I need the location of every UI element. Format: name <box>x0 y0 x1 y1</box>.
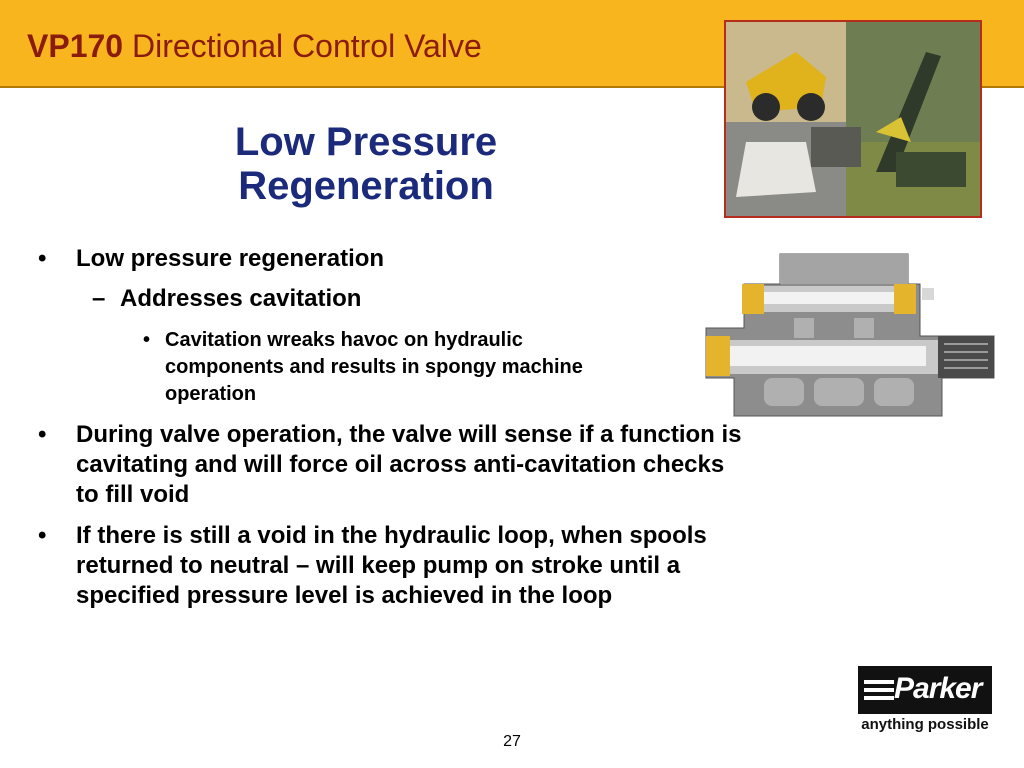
logo-background <box>858 666 992 714</box>
slide-title <box>160 120 572 208</box>
bullet-marker: • <box>143 329 151 351</box>
page-number: 27 <box>503 733 521 750</box>
valve-cross-section-diagram <box>694 248 1000 422</box>
bullet-marker: • <box>38 421 47 448</box>
header-title <box>27 28 482 65</box>
bullet-text: Cavitation wreaks havoc on hydraulic components and results in spongy machine operation <box>165 329 583 405</box>
bullet-marker: • <box>38 245 47 272</box>
bullet-marker: • <box>38 522 47 549</box>
logo-tagline: anything possible <box>861 716 989 733</box>
bullet-marker: – <box>92 285 106 312</box>
bullet-3 <box>38 521 756 611</box>
slide-title-line-1: Low Pressure <box>234 120 498 164</box>
logo-speed-lines <box>864 680 894 704</box>
bullet-1-1 <box>92 284 540 314</box>
bullet-text: During valve operation, the valve will sense if a function is cavitating and will force oil across anti-cavitation checks to fill void <box>76 421 742 508</box>
parker-logo <box>858 666 992 736</box>
slide-title-line-2: Regeneration <box>238 164 494 208</box>
bullet-text: Low pressure regeneration <box>76 245 385 272</box>
logo-wordmark: Parker <box>894 672 982 705</box>
valve-cross-section-graphic <box>694 248 1000 422</box>
equipment-photo-collage <box>724 20 982 218</box>
bullet-2 <box>38 420 746 510</box>
header-title-model: VP170 <box>27 28 124 64</box>
equipment-photo-graphic <box>726 22 980 216</box>
bullet-1 <box>38 244 496 274</box>
header-title-rest: Directional Control Valve <box>123 28 482 64</box>
bullet-text: Addresses cavitation <box>120 285 362 312</box>
bullet-1-1-1 <box>143 327 635 408</box>
bullet-text: If there is still a void in the hydraulic loop, when spools returned to neutral – will keep pump on stroke until a specified pressure level is achieved in the loop <box>76 522 707 609</box>
